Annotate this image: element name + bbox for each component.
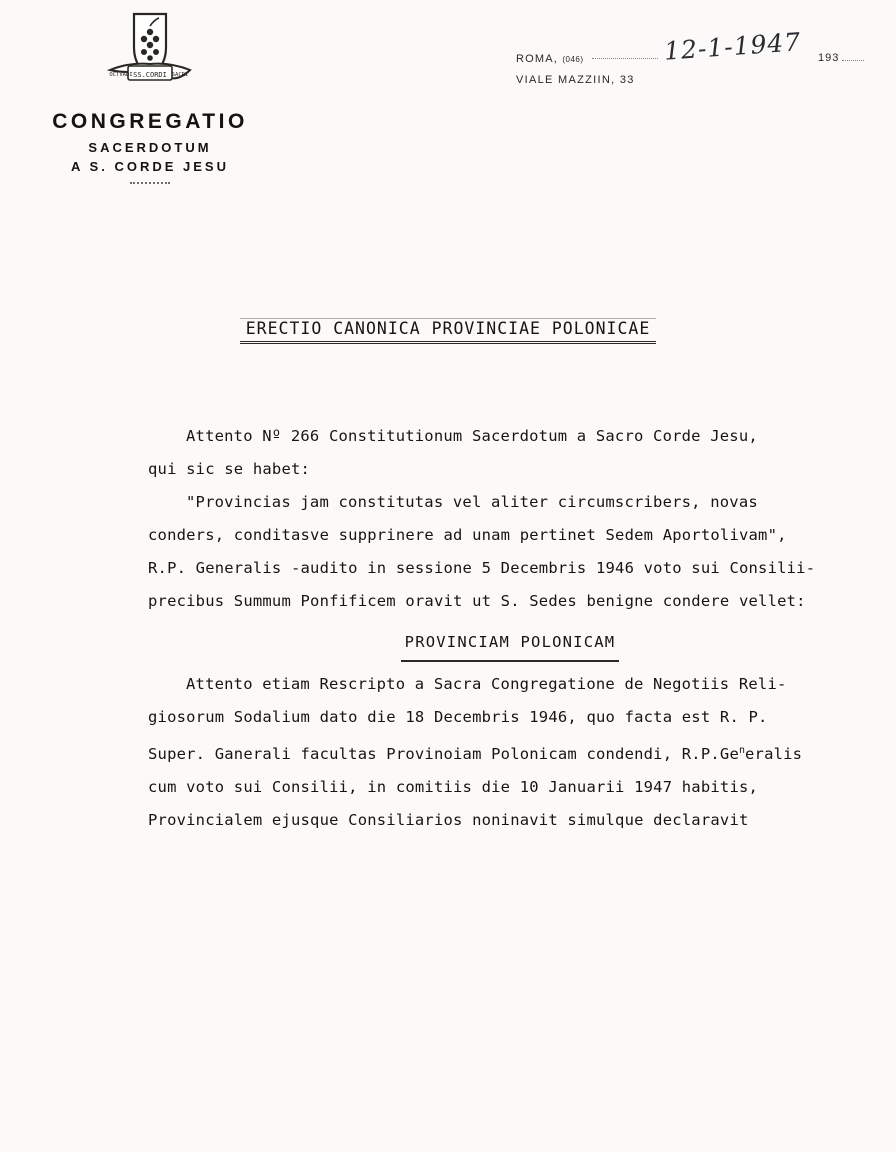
year-prefix: [818, 52, 864, 64]
svg-text:SS.CORDI: SS.CORDI: [133, 71, 167, 79]
handwritten-date: 12-1-1947: [663, 27, 803, 66]
org-name-primary: CONGREGATIO: [52, 110, 248, 133]
quote-line-2: conders, conditasve supprinere ad unam pertinet Sedem Aportolivam",: [148, 526, 787, 544]
paragraph-2-line-5: Provincialem ejusque Consiliarios noninavit simulque declaravit: [148, 811, 749, 830]
paragraph-1-line-2: qui sic se habet:: [148, 460, 311, 478]
svg-text:OCTVADI: OCTVADI: [109, 72, 133, 78]
letterhead: [0, 8, 300, 184]
svg-text:SACRI: SACRI: [171, 72, 189, 78]
quote-line-1: "Provincias jam constitutas vel aliter circumscribers, novas: [186, 493, 758, 511]
address-city: ROMA,: [516, 53, 559, 65]
paragraph-2-line-3: [148, 734, 872, 771]
paragraph-1-line-1: Attento Nº 266 Constitutionum Sacerdotum a Sacro Corde Jesu,: [186, 427, 758, 445]
letterhead-divider: [130, 182, 170, 184]
section-subtitle-text: PROVINCIAM POLONICAM: [401, 626, 620, 662]
section-subtitle: [148, 626, 872, 662]
page-title-text: ERECTIO CANONICA PROVINCIAE POLONICAE: [240, 318, 657, 344]
org-name-tertiary: A S. CORDE JESU: [71, 159, 229, 174]
year-prefix-text: 193: [818, 52, 840, 64]
paragraph-2-line-2: giosorum Sodalium dato die 18 Decembris 1946, quo facta est R. P.: [148, 708, 768, 726]
address-dotted-fill: [592, 50, 658, 59]
address-city-suffix: (046): [562, 55, 584, 64]
quote-line-3: R.P. Generalis -audito in sessione 5 Decembris 1946 voto sui Consilii-: [148, 559, 816, 577]
quote-line-4: precibus Summum Ponfificem oravit ut S. Sedes benigne condere vellet:: [148, 592, 806, 610]
coat-of-arms-icon: [104, 8, 196, 104]
paragraph-2-line-3-part-a: Super. Ganerali facultas Provinoiam Polonicam condendi, R.P.Ge: [148, 745, 739, 764]
paragraph-2-line-3-part-b: eralis: [745, 745, 803, 764]
address-street: VIALE MAZZIIN, 33: [516, 74, 635, 86]
document-body: [148, 420, 872, 837]
address-block: [516, 50, 660, 86]
inserted-letter: n: [738, 745, 746, 756]
org-name-secondary: SACERDOTUM: [88, 140, 212, 155]
paragraph-2-line-4: cum voto sui Consilii, in comitiis die 10 Januarii 1947 habitis,: [148, 778, 759, 797]
paragraph-2-line-1: Attento etiam Rescripto a Sacra Congregatione de Negotiis Reli-: [186, 675, 787, 693]
page-title: [0, 318, 896, 344]
year-dotted-fill: [842, 53, 864, 61]
